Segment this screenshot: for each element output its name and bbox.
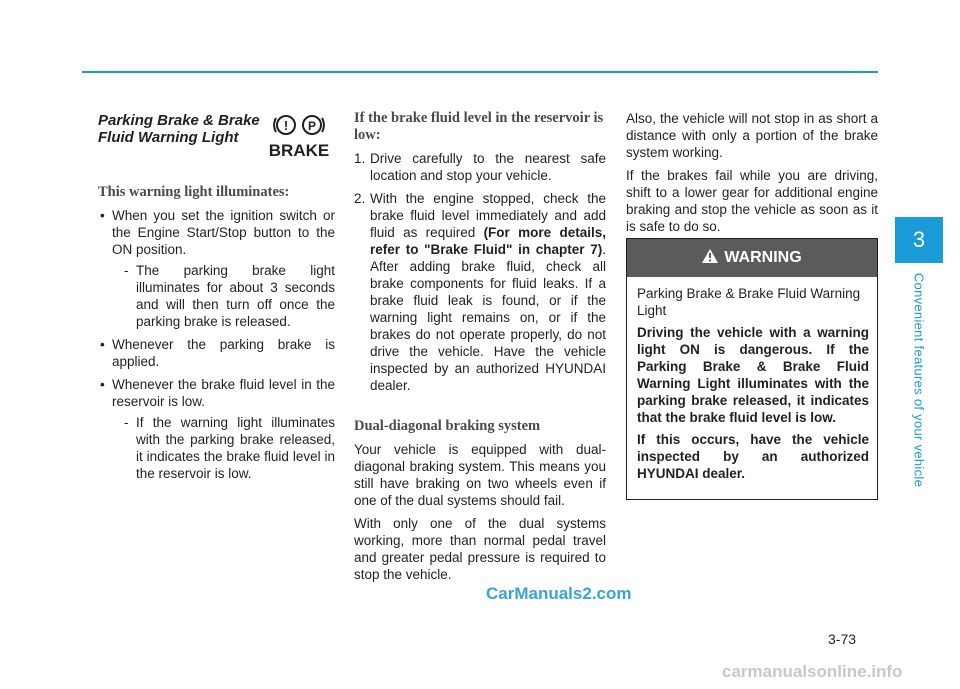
paragraph: With only one of the dual systems working, more than normal pedal travel and greater pedal pressure is required to stop the vehicle. bbox=[354, 516, 606, 582]
warning-header bbox=[627, 239, 877, 277]
bullet-text: When you set the ignition switch or the Engine Start/Stop button to the ON position. bbox=[112, 208, 335, 257]
steps-list bbox=[354, 150, 606, 394]
dual-diagonal-heading: Dual-diagonal braking system bbox=[354, 418, 541, 434]
step-number: 2. bbox=[354, 191, 366, 206]
paragraph: Also, the vehicle will not stop in as short a distance with only a portion of the brake system working. bbox=[626, 111, 878, 160]
warning-title: Parking Brake & Brake Fluid Warning Light bbox=[637, 286, 861, 318]
paragraph: If the brakes fail while you are driving, shift to a lower gear for additional engine braking and stop the vehicle as soon as it is safe to do so. bbox=[626, 168, 878, 234]
bullet-text: Whenever the brake fluid level in the reservoir is low. bbox=[112, 377, 335, 409]
column-2 bbox=[354, 110, 606, 589]
icon-brake-label: BRAKE bbox=[268, 141, 330, 160]
list-item bbox=[354, 190, 606, 394]
step-reference: (For more details, refer to "Brake Fluid" in chapter 7) bbox=[370, 225, 606, 257]
warning-box bbox=[626, 238, 878, 500]
warning-triangle-icon bbox=[702, 249, 724, 268]
step-text-cont: . After adding brake fluid, check all brake components for fluid leaks. If a brake fluid leak is found, or if the warning light remains on, or if the brakes do not operate properly, do not drive the vehicle. Have the vehicle inspected by an authorized HYUNDAI dealer. bbox=[370, 242, 606, 393]
list-item bbox=[98, 207, 335, 330]
column-3 bbox=[626, 110, 878, 241]
icon-p: P bbox=[307, 119, 317, 133]
chapter-tab: 3 bbox=[895, 217, 943, 263]
chapter-title: Convenient features of your vehicle bbox=[911, 272, 927, 488]
low-fluid-heading: If the brake fluid level in the reservoir is low: bbox=[354, 110, 604, 143]
warning-body bbox=[637, 285, 869, 487]
icon-exclamation: ! bbox=[283, 118, 289, 133]
warning-label: WARNING bbox=[724, 249, 802, 266]
column-1 bbox=[98, 110, 335, 488]
list-item bbox=[98, 336, 335, 370]
paragraph: Your vehicle is equipped with dual-diagonal braking system. This means you still have braking on two wheels even if one of the dual systems should fail. bbox=[354, 442, 606, 508]
page-number: 3-73 bbox=[828, 631, 857, 647]
step-text: Drive carefully to the nearest safe location and stop your vehicle. bbox=[370, 151, 606, 183]
watermark-link[interactable]: CarManuals2.com bbox=[486, 584, 632, 603]
top-rule bbox=[82, 71, 878, 73]
illuminates-heading: This warning light illuminates: bbox=[98, 184, 290, 200]
list-item bbox=[354, 150, 606, 184]
warning-paragraph: If this occurs, have the vehicle inspected by an authorized HYUNDAI dealer. bbox=[637, 432, 869, 481]
watermark-footer: carmanualsonline.info bbox=[722, 662, 903, 681]
brake-warning-icon bbox=[268, 110, 330, 160]
list-item bbox=[98, 376, 335, 482]
illuminates-list bbox=[98, 207, 335, 482]
sub-item: - If the warning light illuminates with the parking brake released, it indicates the brake fluid level in the reservoir is low. bbox=[112, 414, 335, 482]
step-number: 1. bbox=[354, 151, 366, 166]
sub-item: - The parking brake light illuminates for about 3 seconds and will then turn off once the parking brake is released. bbox=[112, 262, 335, 330]
bullet-text: Whenever the parking brake is applied. bbox=[112, 337, 335, 369]
section-title: Parking Brake & Brake Fluid Warning Light bbox=[98, 112, 260, 146]
step-text: With the engine stopped, check the brake fluid level immediately and add fluid as required bbox=[370, 191, 606, 240]
warning-paragraph: Driving the vehicle with a warning light ON is dangerous. If the Parking Brake & Brake Fluid Warning Light illuminates with the parking brake released, it indicates that the brake fluid level is low. bbox=[637, 325, 869, 425]
